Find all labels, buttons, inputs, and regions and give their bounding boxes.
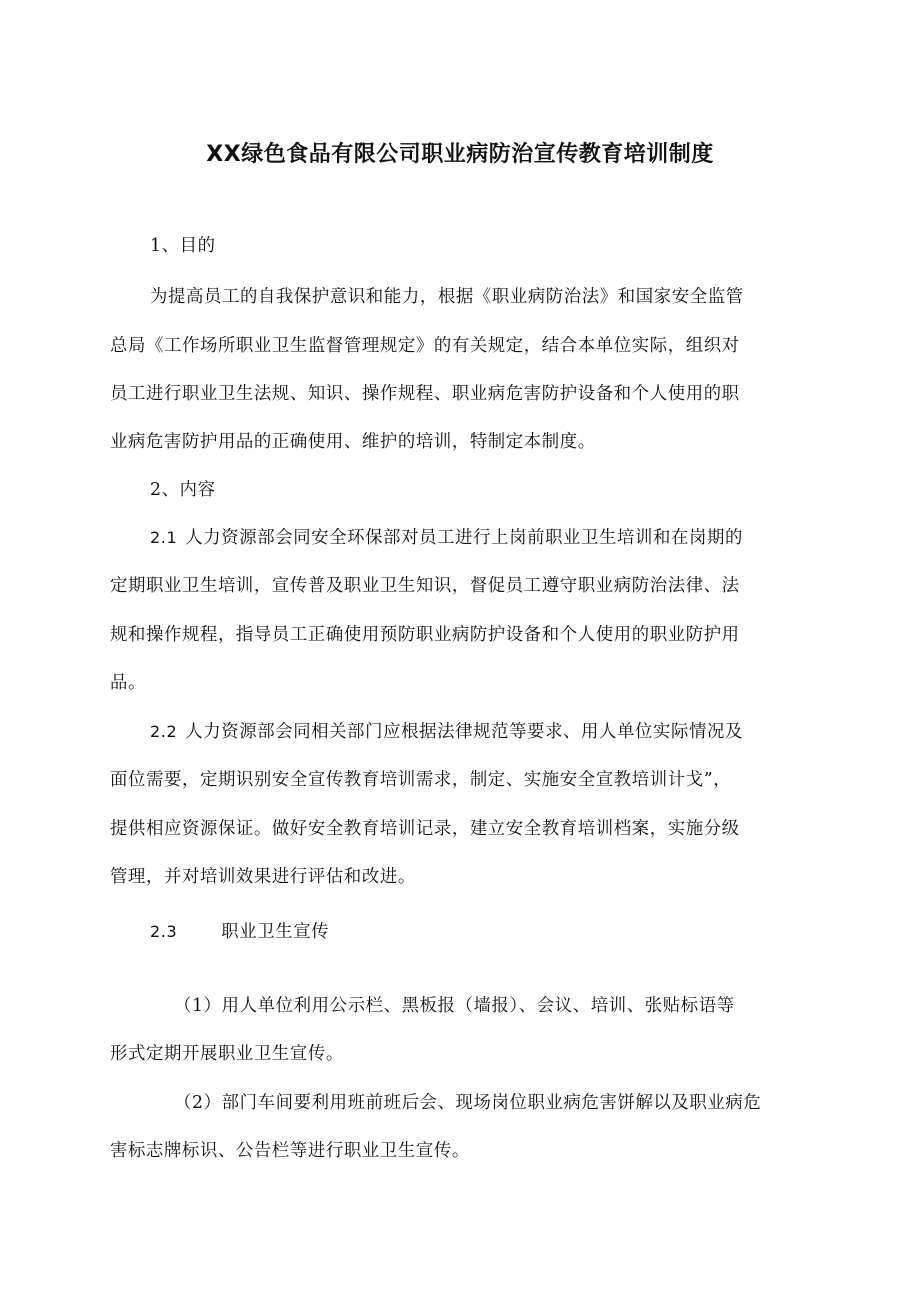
subitem-text: 部门车间要利用班前班后会、现场岗位职业病危害饼解以及职业病危	[221, 1093, 762, 1113]
item-text: 人力资源部会同安全环保部对员工进行上岗前职业卫生培训和在岗期的	[185, 528, 743, 548]
item-2-1-first-line	[150, 522, 850, 554]
paragraph-line: 面位需要，定期识别安全宣传教育培训需求，制定、实施安全宣教培训计戈”，	[110, 770, 732, 790]
section-heading-content: 2、内容	[150, 480, 216, 500]
subitem-number: （2）	[174, 1093, 222, 1113]
paragraph-line: 员工进行职业卫生法规、知识、操作规程、职业病危害防护设备和个人使用的职	[110, 384, 740, 404]
item-text: 人力资源部会同相关部门应根据法律规范等要求、用人单位实际情况及	[185, 722, 743, 742]
paragraph-line: 规和操作规程，指导员工正确使用预防职业病防护设备和个人使用的职业防护用	[110, 625, 740, 645]
paragraph-line: 定期职业卫生培训，宣传普及职业卫生知识，督促员工遵守职业病防治法律、法	[110, 576, 740, 596]
subitem-text: 用人单位利用公示栏、黑板报（墙报）、会议、培训、张贴标语等	[221, 996, 735, 1016]
item-number: 2.2	[150, 722, 178, 741]
paragraph-line: 品。	[110, 673, 146, 693]
item-2-2-first-line	[150, 716, 850, 748]
paragraph-line: 为提高员工的自我保护意识和能力，根据《职业病防治法》和国家安全监管	[150, 287, 744, 307]
subitem-number: （1）	[174, 996, 222, 1016]
document-title: XX绿色食品有限公司职业病防治宣传教育培训制度	[206, 142, 714, 167]
paragraph-line: 害标志牌标识、公告栏等进行职业卫生宣传。	[110, 1141, 470, 1161]
item-label: 职业卫生宣传	[221, 922, 330, 942]
item-2-3-heading	[150, 916, 850, 948]
paragraph-line: 形式定期开展职业卫生宣传。	[110, 1044, 344, 1064]
paragraph-line: 总局《工作场所职业卫生监督管理规定》的有关规定，结合本单位实际，组织对	[110, 336, 740, 356]
section-heading-purpose: 1、目的	[150, 236, 216, 256]
paragraph-line: 管理，并对培训效果进行评估和改进。	[110, 867, 416, 887]
subitem-1-first-line	[174, 990, 874, 1022]
paragraph-line: 提供相应资源保证。做好安全教育培训记录，建立安全教育培训档案，实施分级	[110, 819, 740, 839]
paragraph-line: 业病危害防护用品的正确使用、维护的培训，特制定本制度。	[110, 432, 596, 452]
item-number: 2.1	[150, 528, 178, 547]
subitem-2-first-line	[174, 1087, 874, 1119]
item-number: 2.3	[150, 922, 178, 941]
